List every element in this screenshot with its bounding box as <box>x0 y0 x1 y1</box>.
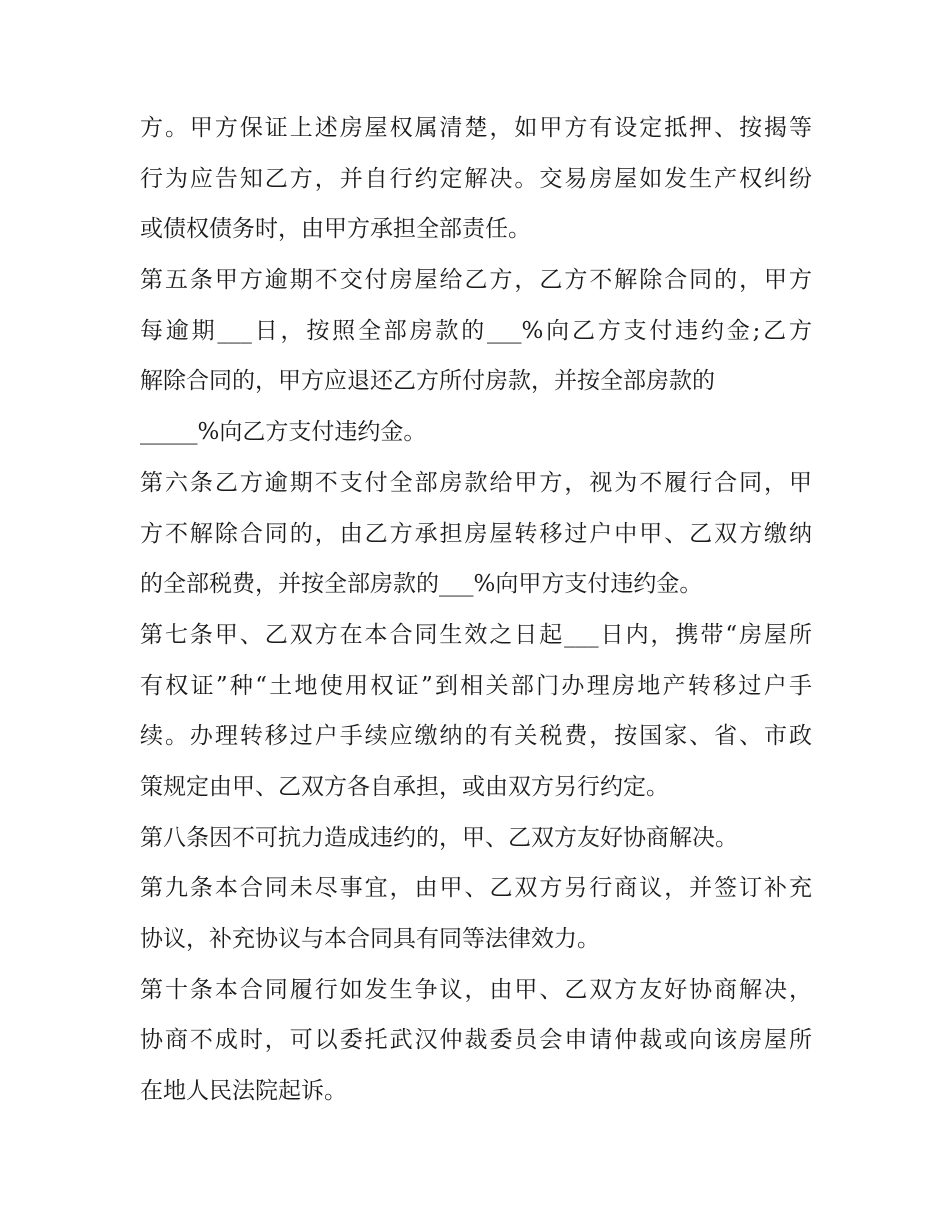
text-line: 行为应告知乙方，并自行约定解决。交易房屋如发生产权纠纷 <box>140 165 812 192</box>
text-line: 或债权债务时，由甲方承担全部责任。 <box>140 216 531 243</box>
clause-7-start: 第七条甲、乙双方在本合同生效之日起___日内，携带“房屋所 <box>140 621 812 648</box>
text-line: 策规定由甲、乙双方各自承担，或由双方另行约定。 <box>140 773 669 800</box>
text-line: 每逾期___日，按照全部房款的___%向乙方支付违约金;乙方 <box>140 317 812 344</box>
clause-5-start: 第五条甲方逾期不交付房屋给乙方，乙方不解除合同的，甲方 <box>140 267 812 294</box>
text-line: 协商不成时，可以委托武汉仲裁委员会申请仲裁或向该房屋所 <box>140 1027 812 1054</box>
text-line: 有权证”种“土地使用权证”到相关部门办理房地产转移过户手 <box>140 672 812 699</box>
text-line: 协议，补充协议与本合同具有同等法律效力。 <box>140 926 600 952</box>
text-line: 方不解除合同的，由乙方承担房屋转移过户中甲、乙双方缴纳 <box>140 520 812 547</box>
text-line: 在地人民法院起诉。 <box>140 1078 347 1105</box>
text-line: 方。甲方保证上述房屋权属清楚，如甲方有设定抵押、按揭等 <box>140 115 812 141</box>
text-line: 的全部税费，并按全部房款的___%向甲方支付违约金。 <box>140 571 703 598</box>
clause-6-start: 第六条乙方逾期不支付全部房款给甲方，视为不履行合同，甲 <box>140 469 812 496</box>
clause-9-start: 第九条本合同未尽事宜，由甲、乙双方另行商议，并签订补充 <box>140 875 812 902</box>
contract-text <box>140 103 812 1117</box>
text-line: 解除合同的，甲方应退还乙方所付房款，并按全部房款的 <box>140 368 715 395</box>
clause-10-start: 第十条本合同履行如发生争议，由甲、乙双方友好协商解决， <box>140 976 812 1003</box>
clause-8: 第八条因不可抗力造成违约的，甲、乙双方友好协商解决。 <box>140 824 738 851</box>
text-line: _____%向乙方支付违约金。 <box>140 419 427 446</box>
text-line: 续。办理转移过户手续应缴纳的有关税费，按国家、省、市政 <box>140 723 812 750</box>
